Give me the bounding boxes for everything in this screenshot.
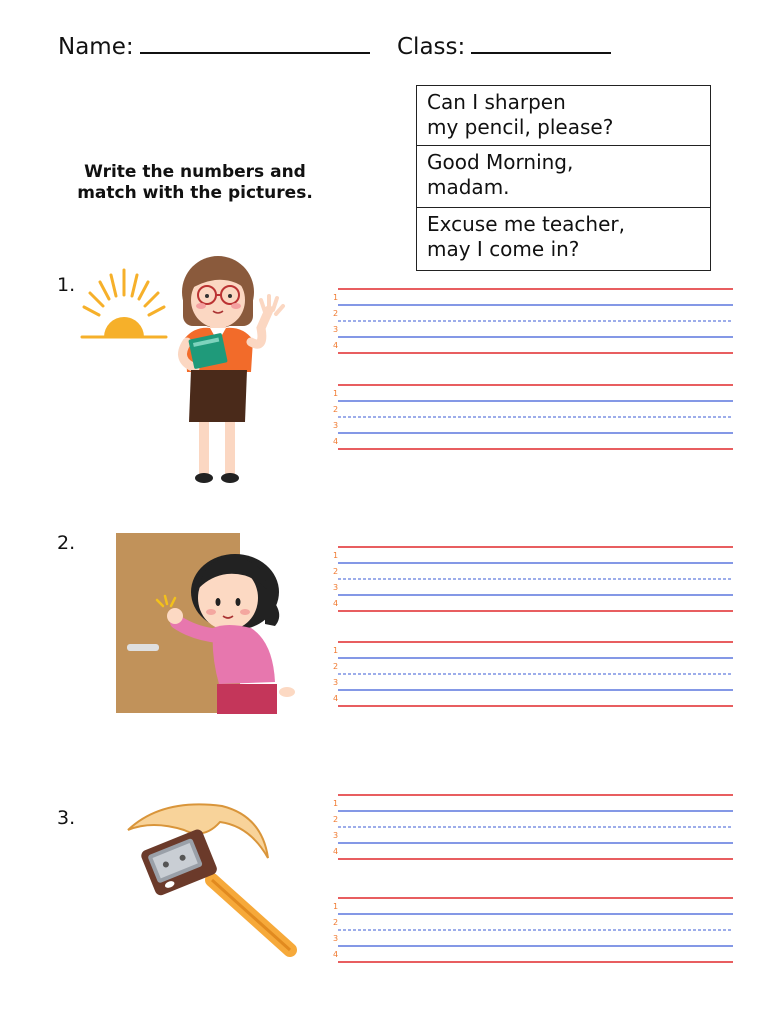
- guide-number: 1: [333, 293, 339, 302]
- guide-number: 4: [333, 599, 339, 608]
- handwriting-guide: [332, 893, 734, 963]
- guide-number: 2: [333, 405, 339, 414]
- guide-number: 3: [333, 421, 339, 430]
- guide-number: 2: [333, 309, 339, 318]
- guide-number: 1: [333, 799, 339, 808]
- guide-number: 3: [333, 934, 339, 943]
- guide-number: 1: [333, 551, 339, 560]
- class-blank[interactable]: [471, 30, 611, 54]
- item-number-2: 2.: [57, 532, 76, 554]
- phrase-2: Good Morning, madam.: [417, 146, 710, 208]
- guide-number: 4: [333, 950, 339, 959]
- class-field[interactable]: [397, 30, 611, 60]
- guide-number: 1: [333, 646, 339, 655]
- guide-number: 3: [333, 325, 339, 334]
- phrase-3: Excuse me teacher, may I come in?: [427, 212, 625, 261]
- guide-number: 3: [333, 678, 339, 687]
- guide-number: 1: [333, 389, 339, 398]
- guide-number: 4: [333, 694, 339, 703]
- writing-lines-1b[interactable]: [332, 380, 734, 450]
- sunrise-icon: [78, 265, 170, 343]
- door-knocking-picture: [115, 532, 300, 714]
- item-number-1: 1.: [57, 274, 76, 296]
- pencil-sharpener-picture: [122, 800, 302, 960]
- guide-number: 2: [333, 662, 339, 671]
- phrase-box: [416, 85, 711, 271]
- guide-number: 2: [333, 815, 339, 824]
- item-number-3: 3.: [57, 807, 76, 829]
- handwriting-guide: [332, 790, 734, 860]
- guide-number: 1: [333, 902, 339, 911]
- guide-number: 2: [333, 918, 339, 927]
- writing-lines-1a[interactable]: [332, 284, 734, 354]
- name-blank[interactable]: [140, 30, 370, 54]
- handwriting-guide: [332, 284, 734, 354]
- handwriting-guide: [332, 637, 734, 707]
- class-label: Class:: [397, 34, 466, 60]
- teacher-picture: [165, 250, 290, 488]
- writing-lines-3a[interactable]: [332, 790, 734, 860]
- guide-number: 3: [333, 831, 339, 840]
- writing-lines-2b[interactable]: [332, 637, 734, 707]
- guide-number: 4: [333, 341, 339, 350]
- name-label: Name:: [58, 34, 134, 60]
- guide-number: 4: [333, 847, 339, 856]
- writing-lines-3b[interactable]: [332, 893, 734, 963]
- handwriting-guide: [332, 380, 734, 450]
- guide-number: 2: [333, 567, 339, 576]
- guide-number: 4: [333, 437, 339, 446]
- phrase-1: Can I sharpen my pencil, please?: [417, 86, 710, 146]
- writing-lines-2a[interactable]: [332, 542, 734, 612]
- handwriting-guide: [332, 542, 734, 612]
- instructions: Write the numbers and match with the pictures.: [77, 162, 313, 203]
- name-field[interactable]: [58, 30, 370, 60]
- guide-number: 3: [333, 583, 339, 592]
